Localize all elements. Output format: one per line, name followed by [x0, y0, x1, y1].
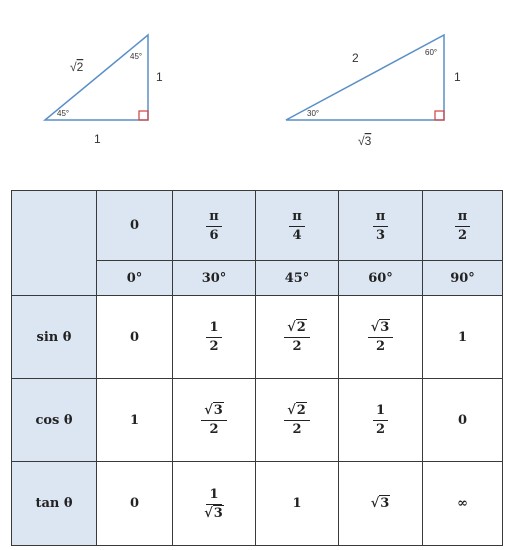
vertical-side-label: 1 — [156, 70, 163, 84]
value-cell: ∞ — [423, 462, 503, 546]
cos-row — [12, 379, 503, 462]
vertical-side-label: 1 — [454, 70, 461, 84]
value-cell: $\frac{√2}{2}$ — [256, 296, 339, 379]
top-angle-label: 60° — [425, 48, 438, 57]
svg-text:√3 — [358, 134, 372, 148]
row-label-sin: sin θ — [12, 296, 97, 379]
degree-header-cell: 60° — [339, 261, 423, 296]
right-angle-marker — [139, 111, 148, 120]
trig-values-table — [11, 190, 503, 546]
top-angle-label: 45° — [130, 52, 143, 61]
radian-header-cell: $\frac{\pi}{3}$ — [339, 191, 423, 261]
hypotenuse-label: 2 — [352, 51, 359, 65]
row-label-cos: cos θ — [12, 379, 97, 462]
radian-header-cell: $\frac{\pi}{6}$ — [173, 191, 256, 261]
sin-row — [12, 296, 503, 379]
base-angle-label: 45° — [57, 109, 70, 118]
value-cell: $\frac{1}{2}$ — [173, 296, 256, 379]
triangle-30-outline — [286, 35, 444, 120]
value-cell: $\frac{√3}{2}$ — [173, 379, 256, 462]
triangle-45-45-90 — [45, 35, 163, 146]
value-cell: $\frac{1}{√3}$ — [173, 462, 256, 546]
triangle-30-60-90 — [286, 35, 461, 148]
corner-cell — [12, 191, 97, 296]
value-cell: 1 — [256, 462, 339, 546]
hypotenuse-value: 2 — [76, 60, 84, 74]
right-angle-marker — [435, 111, 444, 120]
value-cell: 0 — [97, 462, 173, 546]
value-cell: 0 — [423, 379, 503, 462]
base-angle-label: 30° — [307, 109, 320, 118]
radian-header-cell: $\frac{\pi}{2}$ — [423, 191, 503, 261]
radian-header-row — [12, 191, 503, 261]
value-cell: 1 — [97, 379, 173, 462]
hypotenuse-radical: √ — [70, 60, 77, 74]
degree-header-cell: 45° — [256, 261, 339, 296]
radian-header-cell: 0 — [97, 191, 173, 261]
degree-header-cell: 90° — [423, 261, 503, 296]
row-label-tan: tan θ — [12, 462, 97, 546]
degree-header-cell: 30° — [173, 261, 256, 296]
triangle-45-outline — [45, 35, 148, 120]
radian-header-cell: $\frac{\pi}{4}$ — [256, 191, 339, 261]
base-radical: √ — [358, 134, 365, 148]
value-cell: $\frac{1}{2}$ — [339, 379, 423, 462]
base-value: 3 — [364, 134, 372, 148]
value-cell: $\frac{√3}{2}$ — [339, 296, 423, 379]
tan-row — [12, 462, 503, 546]
value-cell: $\frac{√2}{2}$ — [256, 379, 339, 462]
value-cell: 0 — [97, 296, 173, 379]
svg-text:√2 — [70, 60, 84, 74]
base-side-label: 1 — [94, 132, 101, 146]
degree-header-cell: 0° — [97, 261, 173, 296]
value-cell: √3 — [339, 462, 423, 546]
value-cell: 1 — [423, 296, 503, 379]
triangle-diagrams — [0, 0, 508, 160]
